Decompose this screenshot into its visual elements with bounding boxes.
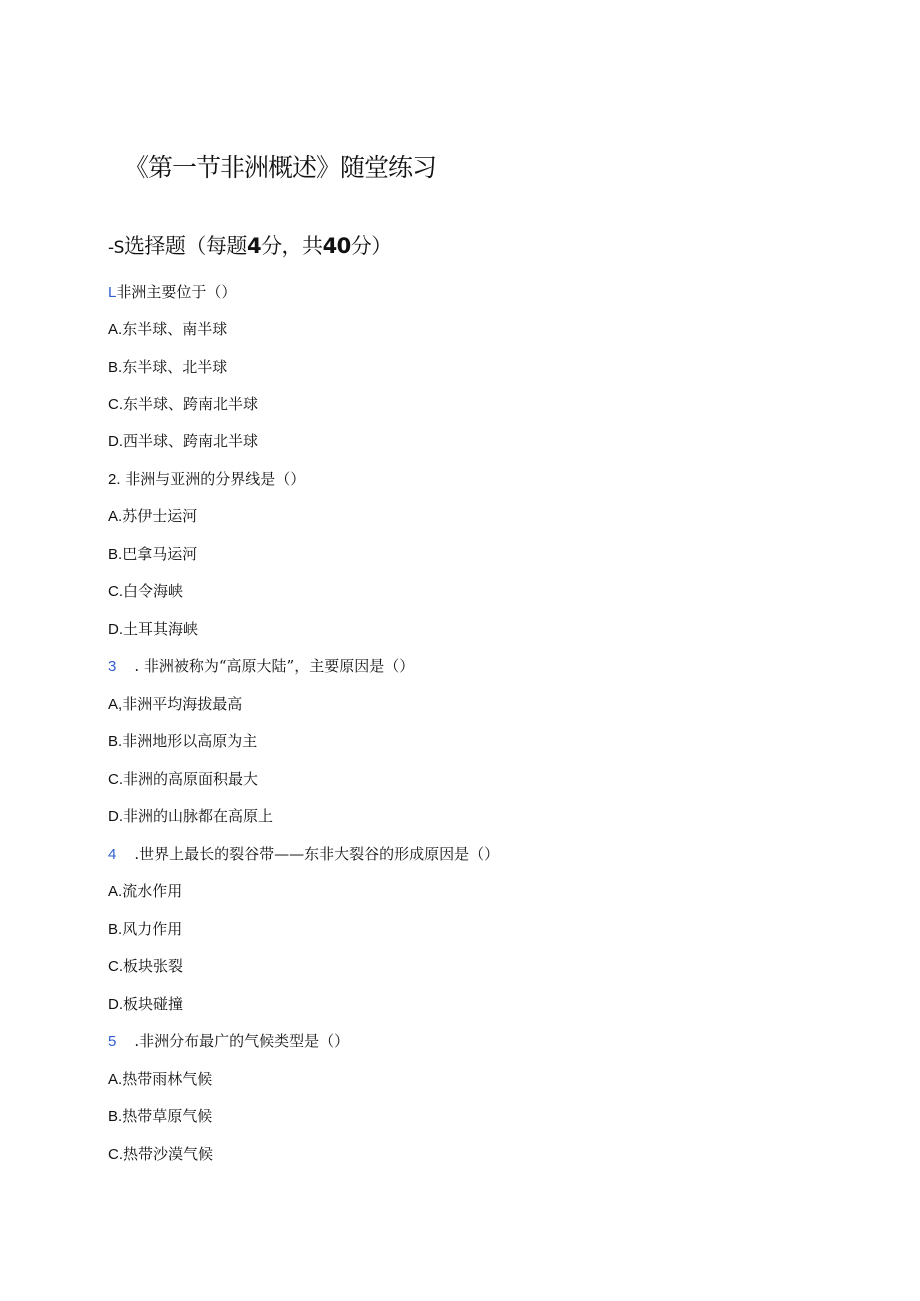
option-text: 土耳其海峡 [123,620,199,638]
option-letter: A. [108,508,123,525]
option-letter: C. [108,771,123,788]
option-text: 非洲的高原面积最大 [123,770,259,788]
option-4b [108,919,182,940]
option-letter: A. [108,883,123,900]
question-number: 2. [108,471,121,488]
option-letter: B. [108,546,123,563]
option-letter: A. [108,321,123,338]
option-text: 流水作用 [122,882,183,900]
option-letter: C. [108,958,123,975]
option-letter: C. [108,396,123,413]
option-letter: B. [108,359,123,376]
option-5a [108,1069,212,1090]
option-text: 热带沙漠气候 [123,1145,214,1163]
question-3 [108,656,414,677]
option-2b [108,544,197,565]
option-text: 苏伊士运河 [122,507,198,525]
option-letter: B. [108,733,123,750]
option-text: 白令海峡 [123,582,184,600]
option-text: 非洲地形以高原为主 [122,732,258,750]
option-text: 板块碰撞 [123,995,184,1013]
question-number: L [108,284,117,301]
option-5c [108,1144,213,1165]
section-text-mid: 分，共 [261,234,323,258]
option-3b [108,731,257,752]
option-text: 东半球、北半球 [122,358,228,376]
option-letter: C. [108,1146,123,1163]
option-text: 西半球、跨南北半球 [123,432,259,450]
option-letter: A, [108,696,123,713]
option-3c [108,769,258,790]
question-5 [108,1031,349,1052]
question-stem: .非洲分布最广的气候类型是（） [134,1032,350,1050]
option-text: 热带草原气候 [122,1107,213,1125]
option-letter: A. [108,1071,123,1088]
section-text-post: 分） [350,234,392,258]
option-5b [108,1106,212,1127]
option-2c [108,581,183,602]
option-letter: B. [108,921,123,938]
option-4c [108,956,183,977]
section-marker: -S [108,238,124,258]
option-text: 热带雨林气候 [122,1070,213,1088]
option-1c [108,394,258,415]
question-2 [108,469,305,490]
option-text: 非洲的山脉都在高原上 [123,807,274,825]
option-letter: C. [108,583,123,600]
question-number: 5 [108,1033,117,1050]
option-3d [108,806,273,827]
option-1a [108,319,227,340]
question-stem: 非洲与亚洲的分界线是（） [120,470,306,488]
option-letter: D. [108,808,123,825]
option-letter: D. [108,433,123,450]
section-points: 4 [246,234,262,258]
option-4a [108,881,182,902]
question-4 [108,844,499,865]
question-stem: . 非洲被称为“高原大陆”，主要原因是（） [134,657,415,675]
option-text: 东半球、跨南北半球 [123,395,259,413]
option-text: 风力作用 [122,920,183,938]
section-total: 40 [322,234,351,258]
question-stem: .世界上最长的裂谷带——东非大裂谷的形成原因是（） [134,845,500,863]
option-letter: D. [108,621,123,638]
option-letter: B. [108,1108,123,1125]
option-1d [108,431,258,452]
question-number: 4 [108,846,117,863]
question-1 [108,282,236,303]
option-2d [108,619,198,640]
option-text: 板块张裂 [123,957,184,975]
option-letter: D. [108,996,123,1013]
option-4d [108,994,183,1015]
section-heading [108,230,392,260]
page-title: 《第一节非洲概述》随堂练习 [124,153,437,182]
option-3a [108,694,242,715]
option-text: 非洲平均海拔最高 [122,695,243,713]
question-number: 3 [108,658,117,675]
question-stem: 非洲主要位于（） [116,283,237,301]
option-1b [108,357,227,378]
option-text: 东半球、南半球 [122,320,228,338]
option-2a [108,506,197,527]
option-text: 巴拿马运河 [122,545,198,563]
section-text-pre: 选择题（每题 [123,234,247,258]
